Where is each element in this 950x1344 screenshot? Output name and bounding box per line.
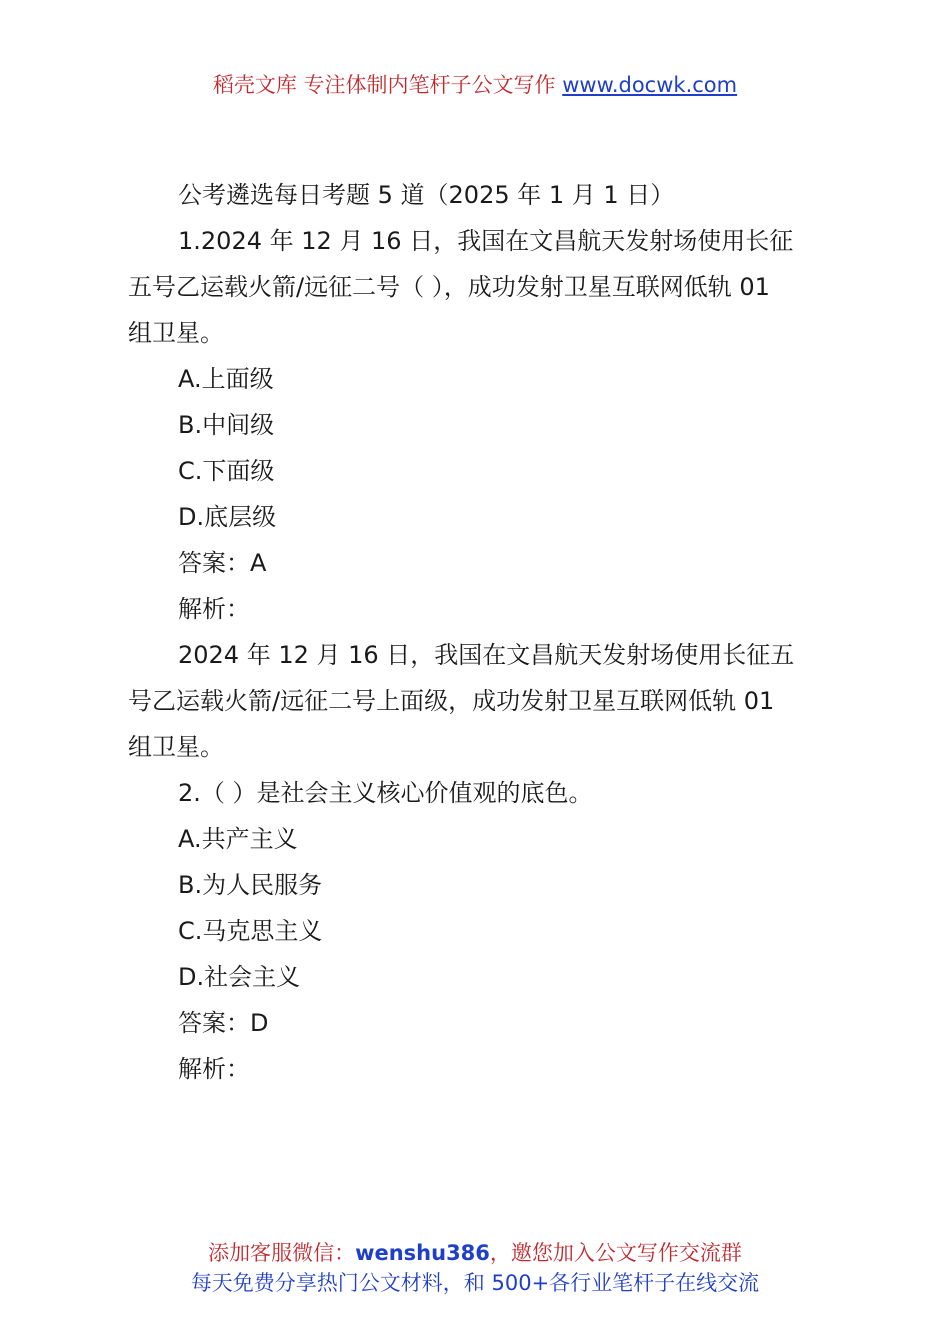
- document-title: 公考遴选每日考题 5 道（2025 年 1 月 1 日）: [178, 181, 675, 209]
- q1-stem-line-3: 组卫星。: [128, 319, 224, 347]
- q2-option-c: C.马克思主义: [178, 917, 323, 945]
- q1-stem-line-2: 五号乙运载火箭/远征二号（ ），成功发射卫星互联网低轨 01: [128, 273, 770, 301]
- q2-option-a: A.共产主义: [178, 825, 298, 853]
- footer-line-1: [0, 1238, 950, 1268]
- q2-answer: 答案：D: [178, 1009, 269, 1037]
- q1-option-c: C.下面级: [178, 457, 275, 485]
- footer-wechat-id: wenshu386: [355, 1241, 490, 1265]
- header-url-link[interactable]: www.docwk.com: [562, 73, 738, 97]
- header-text: 稻壳文库 专注体制内笔杆子公文写作: [212, 73, 563, 97]
- page-header: [0, 70, 950, 100]
- q1-analysis-label: 解析：: [178, 595, 250, 623]
- footer-line-2: 每天免费分享热门公文材料，和 500+各行业笔杆子在线交流: [190, 1271, 760, 1295]
- q1-option-d: D.底层级: [178, 503, 277, 531]
- q1-option-b: B.中间级: [178, 411, 275, 439]
- q1-stem-line-1: 1.2024 年 12 月 16 日，我国在文昌航天发射场使用长征: [178, 227, 794, 255]
- q1-answer: 答案：A: [178, 549, 267, 577]
- q1-option-a: A.上面级: [178, 365, 274, 393]
- q1-analysis-line-3: 组卫星。: [128, 733, 224, 761]
- q1-analysis-line-1: 2024 年 12 月 16 日，我国在文昌航天发射场使用长征五: [178, 641, 795, 669]
- footer-prefix: 添加客服微信：: [208, 1241, 356, 1265]
- q2-analysis-label: 解析：: [178, 1055, 250, 1083]
- q2-stem: 2.（ ）是社会主义核心价值观的底色。: [178, 779, 593, 807]
- footer-suffix: ，邀您加入公文写作交流群: [489, 1241, 742, 1265]
- document-body: [128, 172, 822, 1092]
- page-footer: [0, 1238, 950, 1298]
- q1-analysis-line-2: 号乙运载火箭/远征二号上面级，成功发射卫星互联网低轨 01: [128, 687, 775, 715]
- q2-option-b: B.为人民服务: [178, 871, 323, 899]
- q2-option-d: D.社会主义: [178, 963, 301, 991]
